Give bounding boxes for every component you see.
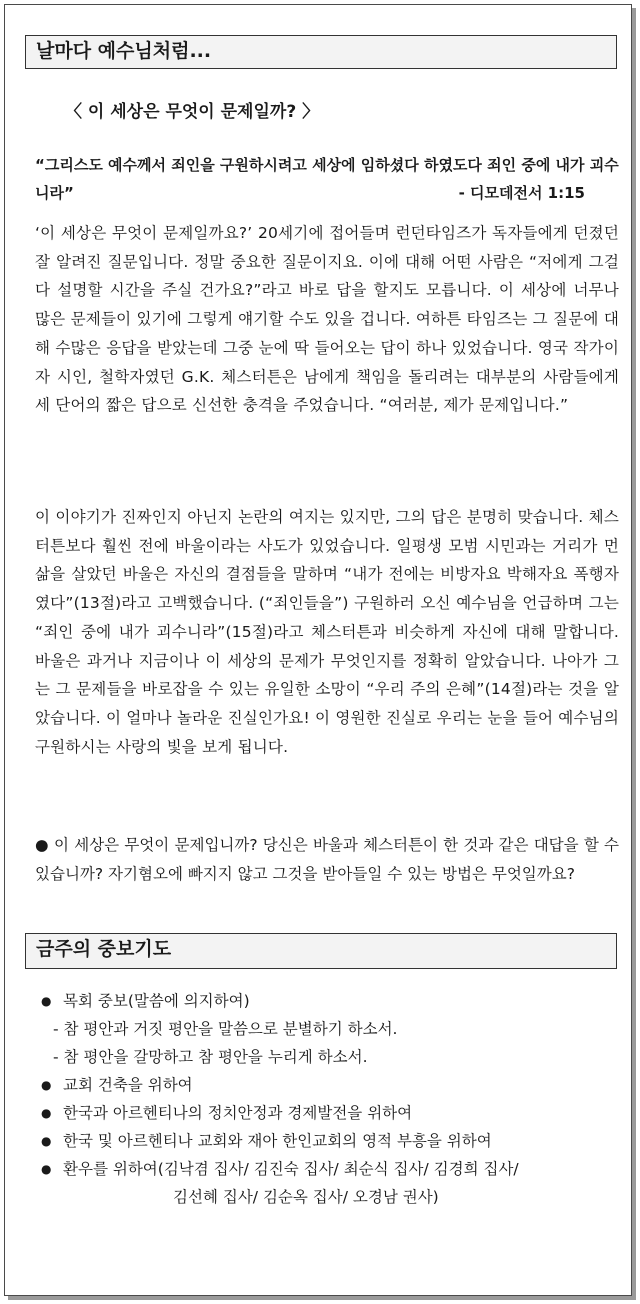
prayer-item: ● 교회 건축을 위하여 <box>41 1071 621 1099</box>
prayer-item: ● 한국 및 아르헨티나 교회와 재아 한인교회의 영적 부흥을 위하여 <box>41 1127 621 1155</box>
scripture-verse <box>35 151 621 207</box>
prayer-item-continuation: 김선혜 집사/ 김순옥 집사/ 오경남 권사) <box>173 1188 439 1206</box>
prayer-list <box>41 987 621 1211</box>
prayer-subitem: - 참 평안과 거짓 평안을 말씀으로 분별하기 하소서. <box>53 1020 398 1038</box>
verse-reference: - 디모데전서 1:15 <box>458 184 585 202</box>
devotion-subtitle: 〈 이 세상은 무엇이 문제일까? 〉 <box>65 102 320 122</box>
bulletin-page <box>4 4 632 1296</box>
prayer-item: ● 목회 중보(말씀에 의지하여) <box>41 987 621 1015</box>
section-title-prayer: 금주의 중보기도 <box>25 933 617 969</box>
verse-text: “그리스도 예수께서 죄인을 구원하시려고 세상에 임하셨다 하였도다 죄인 중에 내가 괴수니라” <box>35 156 619 202</box>
paragraph-1: ‘이 세상은 무엇이 문제일까요?’ 20세기에 접어들며 런던타임즈가 독자들에게 던졌던 잘 알려진 질문입니다. 정말 중요한 질문이지요. 이에 대해 어떤 사람은 “저에게 그걸 다 설명할 시간을 주실 건가요?”라고 바로 답을 할지도 모릅니다. 이 세상에 너무나 많은 문제들이 있기에 그렇게 얘기할 수도 있을 겁니다. 여하튼 타임즈는 그 질문에 대해 수많은 응답을 받았는데 그중 눈에 딱 들어오는 답이 하나 있었습니다. 영국 작가이자 시인, 철학자였던 G.K. 체스터튼은 남에게 책임을 돌리려는 대부분의 사람들에게 세 단어의 짧은 답으로 신선한 충격을 주었습니다. “여러분, 제가 문제입니다.” <box>35 224 619 415</box>
prayer-subitem: - 참 평안을 갈망하고 참 평안을 누리게 하소서. <box>53 1048 368 1066</box>
prayer-item: ● 한국과 아르헨티나의 정치안정과 경제발전을 위하여 <box>41 1099 621 1127</box>
paragraph-2: 이 이야기가 진짜인지 아닌지 논란의 여지는 있지만, 그의 답은 분명히 맞습니다. 체스터튼보다 훨씬 전에 바울이라는 사도가 있었습니다. 일평생 모범 시민과는 거리가 먼 삶을 살았던 바울은 자신의 결점들을 말하며 “내가 전에는 비방자요 박해자요 폭행자였다”(13절)라고 고백했습니다. (“죄인들을”) 구원하러 오신 예수님을 언급하며 그는 “죄인 중에 내가 괴수니라”(15절)라고 체스터튼과 비슷하게 자신에 대해 말합니다. 바울은 과거나 지금이나 이 세상의 문제가 무엇인지를 정확히 알았습니다. 나아가 그는 그 문제들을 바로잡을 수 있는 유일한 소망이 “우리 주의 은혜”(14절)라는 것을 알았습니다. 이 얼마나 놀라운 진실인가요! 이 영원한 진실로 우리는 눈을 들어 예수님의 구원하시는 사랑의 빛을 보게 됩니다. <box>35 508 619 756</box>
section-title-daily: 날마다 예수님처럼... <box>25 35 617 69</box>
prayer-item: ● 환우를 위하여(김낙겸 집사/ 김진숙 집사/ 최순식 집사/ 김경희 집사/ <box>41 1155 621 1183</box>
reflection-question: ● 이 세상은 무엇이 문제입니까? 당신은 바울과 체스터튼이 한 것과 같은 대답을 할 수 있습니까? 자기혐오에 빠지지 않고 그것을 받아들일 수 있는 방법은 무엇일까요? <box>35 836 619 883</box>
